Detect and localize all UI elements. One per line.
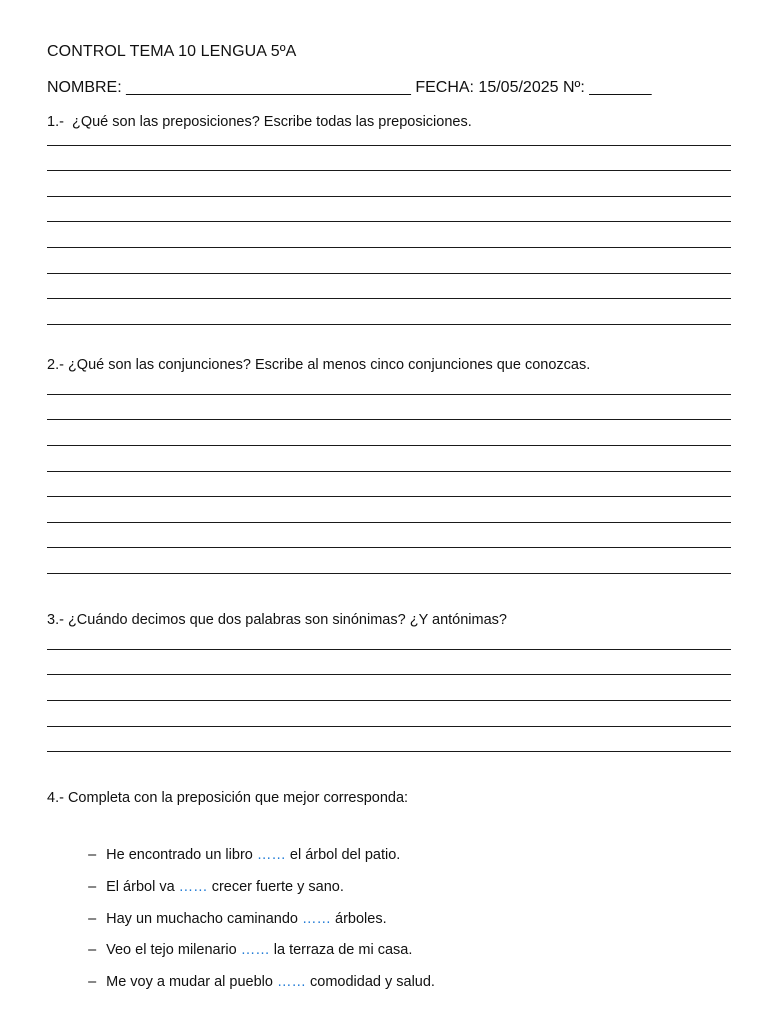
answer-line [47,547,731,548]
item-text-before: Veo el tejo milenario [106,942,241,958]
item-text-before: Me voy a mudar al pueblo [106,974,277,990]
item-text-before: He encontrado un libro [106,847,257,863]
fill-blank: …… [302,911,331,927]
fill-blank: …… [256,847,286,863]
list-dash: – [88,974,97,990]
answer-line [47,649,731,650]
answer-line [47,247,731,248]
answer-line [47,145,731,146]
answer-line [47,221,731,222]
list-dash: – [88,942,97,958]
student-info-line: NOMBRE: ________________________________ FECHA: 15/05/2025 Nº: _______ [47,79,652,96]
item-text-after: el árbol del patio. [285,847,401,863]
answer-line [47,196,731,197]
page-title: CONTROL TEMA 10 LENGUA 5ºA [47,43,297,60]
exercise-item [72,958,435,1006]
list-dash: – [88,911,97,927]
item-text-after: árboles. [331,911,387,927]
answer-line [47,324,731,325]
question-2: 2.- ¿Qué son las conjunciones? Escribe al menos cinco conjunciones que conozcas. [47,357,591,373]
answer-line [47,496,731,497]
item-text-after: comodidad y salud. [306,974,435,990]
answer-line [47,394,731,395]
item-text-after: la terraza de mi casa. [269,942,413,958]
list-dash: – [88,847,97,863]
answer-line [47,445,731,446]
question-3: 3.- ¿Cuándo decimos que dos palabras son sinónimas? ¿Y antónimas? [47,612,507,628]
item-text-before: Hay un muchacho caminando [106,911,302,927]
fill-blank: …… [277,974,306,990]
answer-line [47,298,731,299]
fill-blank: …… [178,879,208,895]
item-text-after: crecer fuerte y sano. [207,879,344,895]
answer-line [47,419,731,420]
answer-line [47,700,731,701]
item-text-before: El árbol va [106,879,179,895]
answer-line [47,674,731,675]
answer-line [47,522,731,523]
list-dash: – [88,879,97,895]
answer-line [47,170,731,171]
fill-blank: …… [240,942,270,958]
answer-line [47,273,731,274]
question-1: 1.- ¿Qué son las preposiciones? Escribe todas las preposiciones. [47,114,472,130]
answer-line [47,471,731,472]
answer-line [47,573,731,574]
answer-line [47,726,731,727]
answer-line [47,751,731,752]
question-4: 4.- Completa con la preposición que mejor corresponda: [47,790,409,806]
